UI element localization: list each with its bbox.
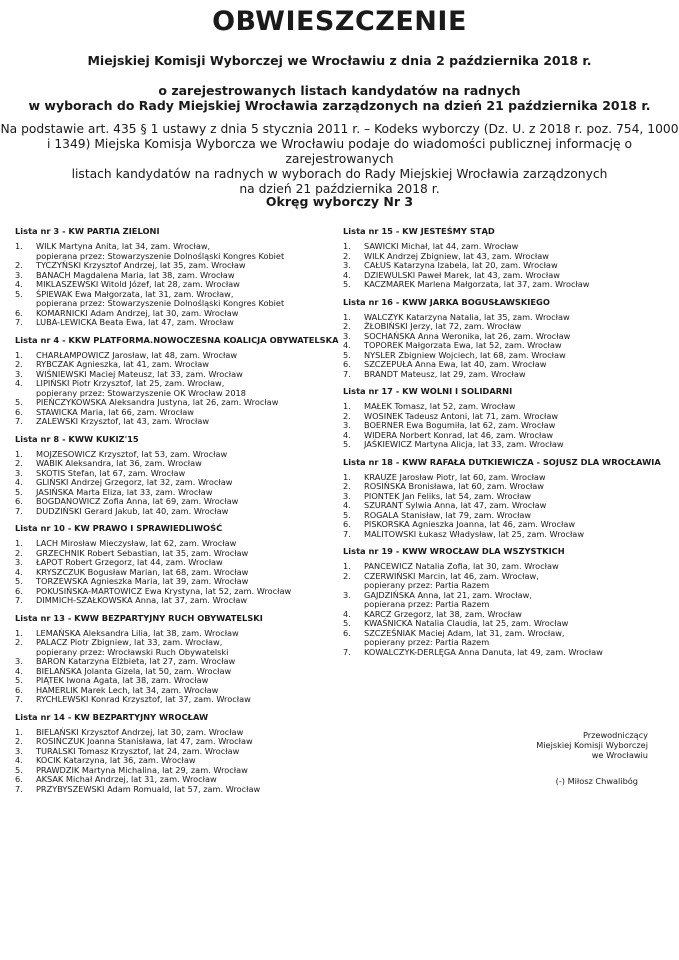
preamble [0,122,679,197]
candidate-name: TORZEWSKA Agnieszka Maria, lat 39, zam. Wrocław [36,576,249,586]
candidate-number: 6. [15,307,23,318]
candidate-entry [36,596,337,606]
candidate-name: DZIEWULSKI Paweł Marek, lat 43, zam. Wrocław [364,269,560,280]
notice-subject-line: o zarejestrowanych listach kandydatów na radnych [158,83,521,98]
candidate-row [15,379,337,398]
notice-subject [0,83,679,113]
candidate-name: PIĄTEK Iwona Agata, lat 38, zam. Wrocław [36,675,209,685]
candidate-name: SZCZEPUŁA Anna Ewa, lat 40, zam. Wrocław [364,359,547,369]
candidate-number: 4. [343,269,351,280]
candidate-name: KOMARNICKI Adam Andrzej, lat 30, zam. Wrocław [36,307,239,318]
candidate-number: 2. [15,458,23,468]
candidate-name: STAWICKA Maria, lat 66, zam. Wrocław [36,406,195,417]
candidate-number: 5. [15,288,23,299]
candidate-name: KOWALCZYK-DERLĘGA Anna Danuta, lat 49, zam. Wrocław [364,646,603,657]
candidate-entry [36,507,337,517]
candidate-name: GAJDZIŃSKA Anna, lat 21, zam. Wrocław, [364,589,532,600]
candidate-name: ROSIŃSKA Bronisława, lat 60, zam. Wrocław [364,481,544,491]
preamble-line: Na podstawie art. 435 § 1 ustawy z dnia 5 stycznia 2011 r. – Kodeks wyborczy (Dz. U. z 2018 r. poz. 754, 1000 [0,122,679,136]
candidate-name: PIEŃCZYKOWSKA Aleksandra Justyna, lat 26, zam. Wrocław [36,397,279,407]
candidate-name: SAWICKI Michał, lat 44, zam. Wrocław [364,241,519,251]
candidate-row [343,648,673,658]
candidate-entry [36,638,337,657]
candidate-name: PISKORSKA Agnieszka Joanna, lat 46, zam. Wrocław [364,519,576,529]
candidate-number: 2. [15,260,23,270]
candidate-name: DUDZIŃSKI Gerard Jakub, lat 40, zam. Wrocław [36,505,229,516]
candidate-support: popierana przez: Partia Razem [364,599,490,609]
candidate-number: 1. [343,471,351,482]
candidate-entry [36,290,337,309]
candidate-name: WILK Martyna Anita, lat 34, zam. Wrocław, [36,241,211,251]
candidate-name: BIELAŃSKI Krzysztof Andrzej, lat 30, zam. Wrocław [36,726,244,737]
candidate-name: KOCIK Katarzyna, lat 36, zam. Wrocław [36,755,196,765]
candidate-number: 4. [343,429,351,440]
candidate-entry [364,648,673,658]
candidate-name: BRANDT Mateusz, lat 29, zam. Wrocław [364,368,526,379]
list-title: Lista nr 16 - KWW JARKA BOGUSŁAWSKIEGO [343,296,550,307]
candidate-number: 3. [15,656,23,666]
candidate-entry [36,785,337,795]
candidate-name: CAŁUS Katarzyna Izabela, lat 20, zam. Wrocław [364,260,558,270]
candidate-number: 6. [15,496,23,506]
candidate-list [343,226,673,290]
candidate-row [343,440,673,450]
candidate-number: 4. [15,279,23,289]
candidate-list [343,386,673,450]
candidate-list [343,546,673,657]
candidate-entry [36,242,337,261]
candidate-name: ROSIŃCZUK Joanna Stanisława, lat 47, zam. Wrocław [36,736,253,746]
candidate-number: 1. [15,627,23,638]
candidate-number: 7. [343,528,351,539]
list-title: Lista nr 13 - KWW BEZPARTYJNY RUCH OBYWATELSKI [15,612,263,623]
candidate-name: ZALEWSKI Krzysztof, lat 43, zam. Wrocław [36,416,210,426]
preamble-line: i 1349) Miejska Komisja Wyborcza we Wrocławiu podaje do wiadomości publicznej informację o zarejestrowanych [47,137,632,166]
candidate-name: KRYSZCZUK Bogusław Marian, lat 68, zam. Wrocław [36,566,249,577]
candidate-name: CHARŁAMPOWICZ Jarosław, lat 48, zam. Wrocław [36,349,238,360]
candidate-number: 5. [343,509,351,520]
page-subtitle: Miejskiej Komisji Wyborczej we Wrocławiu z dnia 2 października 2018 r. [87,53,592,68]
candidate-number: 1. [15,538,23,548]
candidate-row [343,370,673,380]
candidate-name: BOERNER Ewa Bogumiła, lat 62, zam. Wrocław [364,420,556,430]
candidate-name: DIMMICH-SZAŁKOWSKA Anna, lat 37, zam. Wrocław [36,595,248,605]
candidate-number: 2. [343,321,351,331]
candidate-name: WILK Andrzej Zbigniew, lat 43, zam. Wrocław [364,250,549,261]
candidate-name: LUBA-LEWICKA Beata Ewa, lat 47, zam. Wrocław [36,317,234,327]
candidate-number: 4. [15,477,23,487]
candidate-number: 3. [15,467,23,478]
candidate-number: 1. [343,561,351,571]
candidate-name: PRAWDZIK Martyna Michalina, lat 29, zam. Wrocław [36,764,248,775]
candidate-entry [364,629,673,648]
list-title: Lista nr 15 - KW JESTEŚMY STĄD [343,226,495,236]
candidate-number: 6. [15,406,23,417]
candidate-name: BARON Katarzyna Elżbieta, lat 27, zam. Wrocław [36,656,236,666]
candidate-name: PANCEWICZ Natalia Zofia, lat 30, zam. Wrocław [364,561,559,571]
candidate-support: popierany przez: Partia Razem [364,637,490,647]
candidate-name: POKUSIŃSKA-MARTOWICZ Ewa Krystyna, lat 52, zam. Wrocław [36,585,292,596]
page-title: OBWIESZCZENIE [212,6,467,37]
candidate-number: 1. [15,241,23,251]
candidate-number: 4. [343,608,351,619]
candidate-name: AKSAK Michał Andrzej, lat 31, zam. Wrocław [36,774,217,784]
candidate-entry [36,417,337,427]
candidate-number: 2. [343,570,351,581]
candidate-name: HAMERLIK Marek Lech, lat 34, zam. Wrocław [36,684,219,695]
candidate-name: GRZECHNIK Robert Sebastian, lat 35, zam. Wrocław [36,547,249,558]
candidate-name: SKOTIS Stefan, lat 67, zam. Wrocław [36,467,186,478]
candidate-name: LACH Mirosław Mieczysław, lat 62, zam. Wrocław [36,538,237,548]
candidate-entry [364,572,673,591]
candidate-number: 4. [15,566,23,577]
candidate-number: 5. [15,486,23,497]
candidate-number: 2. [343,250,351,261]
candidate-number: 5. [343,439,351,449]
notice-subject-line: w wyborach do Rady Miejskiej Wrocławia zarządzonych na dzień 21 października 2018 r. [28,98,651,113]
candidate-number: 3. [15,269,23,280]
candidate-list [15,226,337,328]
candidate-support: popierany przez: Wrocławski Ruch Obywatelski [36,646,229,657]
candidate-number: 5. [15,675,23,685]
candidate-number: 7. [15,595,23,605]
list-title: Lista nr 3 - KW PARTIA ZIELONI [15,226,160,236]
candidate-name: PIONTEK Jan Feliks, lat 54, zam. Wrocław [364,490,532,501]
candidate-list [15,613,337,705]
candidate-list [15,335,337,427]
candidate-list [15,434,337,517]
list-title: Lista nr 18 - KWW RAFAŁA DUTKIEWICZA - SOJUSZ DLA WROCŁAWIA [343,456,661,467]
candidate-name: ŁAPOT Robert Grzegorz, lat 44, zam. Wrocław [36,557,223,567]
candidate-number: 5. [343,279,351,289]
candidate-number: 7. [343,368,351,379]
candidate-entry [364,440,673,450]
candidate-name: KARCZ Grzegorz, lat 38, zam. Wrocław [364,608,522,619]
candidate-row [15,318,337,328]
candidate-row [15,507,337,517]
list-title: Lista nr 19 - KWW WROCŁAW DLA WSZYSTKICH [343,546,565,556]
candidate-row [15,290,337,309]
candidate-number: 6. [343,627,351,638]
candidate-number: 4. [15,378,23,388]
candidate-name: GLIŃSKI Andrzej Grzegorz, lat 32, zam. Wrocław [36,477,233,487]
list-title: Lista nr 17 - KW WOLNI I SOLIDARNI [343,386,513,396]
candidate-number: 2. [15,637,23,647]
candidate-number: 1. [343,401,351,411]
candidate-name: KACZMAREK Marlena Małgorzata, lat 37, zam. Wrocław [364,279,590,289]
candidate-number: 6. [15,774,23,784]
candidate-name: RYBCZAK Agnieszka, lat 41, zam. Wrocław [36,359,209,369]
candidate-entry [364,370,673,380]
candidate-number: 3. [15,557,23,567]
signature-line: Przewodniczący [582,730,648,740]
candidate-entry [36,318,337,328]
candidate-row [343,530,673,540]
candidate-entry [36,379,337,398]
candidate-number: 7. [15,783,23,794]
candidate-row [15,695,337,705]
candidate-number: 7. [343,646,351,657]
candidate-name: WABIK Aleksandra, lat 36, zam. Wrocław [36,458,202,468]
candidate-number: 5. [343,349,351,360]
candidate-support: popierany przez: Stowarzyszenie OK Wrocław 2018 [36,387,246,398]
candidate-number: 2. [343,481,351,491]
candidate-list [343,297,673,380]
candidate-name: WOSINEK Tadeusz Antoni, lat 71, zam. Wrocław [364,410,559,421]
candidate-number: 3. [343,330,351,341]
district-heading: Okręg wyborczy Nr 3 [265,194,414,209]
list-title: Lista nr 8 - KWW KUKIZ'15 [15,433,139,444]
signer-name: (-) Miłosz Chwalibóg [555,776,638,786]
list-title: Lista nr 4 - KKW PLATFORMA.NOWOCZESNA KOALICJA OBYWATELSKA [15,334,339,345]
candidate-number: 2. [15,736,23,746]
candidate-name: SOCHAŃSKA Anna Weronika, lat 26, zam. Wrocław [364,330,571,341]
candidate-number: 7. [15,416,23,426]
candidate-number: 7. [15,694,23,704]
candidate-list [15,712,337,795]
candidate-number: 3. [343,490,351,501]
candidate-name: JAŚKIEWICZ Martyna Alicja, lat 33, zam. Wrocław [364,439,564,449]
candidate-name: PRZYBYSZEWSKI Adam Romuald, lat 57, zam. Wrocław [36,783,261,794]
candidate-name: BIELAŃSKA Jolanta Gizela, lat 50, zam. Wrocław [36,665,232,676]
candidate-number: 5. [15,397,23,407]
signature-line: we Wrocławiu [591,750,648,760]
candidate-number: 7. [15,505,23,516]
list-title: Lista nr 14 - KW BEZPARTYJNY WROCŁAW [15,711,209,722]
candidate-entry [364,530,673,540]
candidate-name: ŚPIEWAK Ewa Małgorzata, lat 31, zam. Wrocław, [36,288,234,299]
candidate-number: 1. [343,311,351,322]
candidate-number: 4. [15,665,23,676]
candidate-number: 3. [15,368,23,379]
candidate-name: LIPIŃSKI Piotr Krzysztof, lat 25, zam. Wrocław, [36,378,225,388]
candidate-name: WALCZYK Katarzyna Natalia, lat 35, zam. Wrocław [364,311,570,322]
left-column [15,226,337,801]
candidate-name: TURALSKI Tomasz Krzysztof, lat 24, zam. Wrocław [36,745,240,756]
candidate-name: KRAUZE Jarosław Piotr, lat 60, zam. Wrocław [364,471,546,482]
candidate-name: BANACH Magdalena Maria, lat 38, zam. Wrocław [36,269,235,280]
candidate-number: 3. [343,589,351,600]
candidate-number: 2. [15,359,23,369]
candidate-name: SZURANT Sylwia Anna, lat 47, zam. Wrocław [364,500,547,510]
candidate-list [343,457,673,540]
candidate-name: MOJZESOWICZ Krzysztof, lat 53, zam. Wrocław [36,448,228,459]
candidate-name: ŻŁOBIŃSKI Jerzy, lat 72, zam. Wrocław [364,321,522,331]
candidate-number: 3. [343,260,351,270]
candidate-name: JASIŃSKA Marta Eliza, lat 33, zam. Wrocław [36,486,213,497]
candidate-row [15,785,337,795]
candidate-row [15,638,337,657]
candidate-number: 6. [343,359,351,369]
candidate-name: LEMAŃSKA Aleksandra Lilia, lat 38, zam. Wrocław [36,627,239,638]
candidate-name: PALACZ Piotr Zbigniew, lat 33, zam. Wrocław, [36,637,223,647]
candidate-number: 4. [343,340,351,350]
signature-line: Miejskiej Komisji Wyborczej [536,740,648,750]
candidate-number: 6. [15,684,23,695]
candidate-name: RYCHLEWSKI Konrad Krzysztof, lat 37, zam. Wrocław [36,694,251,704]
candidate-number: 1. [15,349,23,360]
candidate-name: MAŁEK Tomasz, lat 52, zam. Wrocław [364,401,516,411]
candidate-number: 7. [15,317,23,327]
candidate-name: NYSLER Zbigniew Wojciech, lat 68, zam. Wrocław [364,349,566,360]
candidate-number: 5. [15,576,23,586]
candidate-entry [364,591,673,610]
candidate-number: 1. [15,726,23,737]
candidate-row [343,591,673,610]
signature-block [536,730,648,786]
candidate-row [15,242,337,261]
candidate-name: SZCZEŚNIAK Maciej Adam, lat 31, zam. Wrocław, [364,627,565,638]
candidate-number: 4. [15,755,23,765]
candidate-name: TOPOREK Małgorzata Ewa, lat 52, zam. Wrocław [364,340,562,350]
candidate-list [15,523,337,606]
list-title: Lista nr 10 - KW PRAWO I SPRAWIEDLIWOŚĆ [15,523,223,533]
candidate-name: MALITOWSKI Łukasz Władysław, lat 25, zam. Wrocław [364,528,585,539]
candidate-support: popierana przez: Stowarzyszenie Dolnośląski Kongres Kobiet [36,250,285,261]
preamble-line: listach kandydatów na radnych w wyborach do Rady Miejskiej Wrocławia zarządzonych [71,167,608,181]
candidate-entry [364,280,673,290]
candidate-number: 6. [343,519,351,529]
candidate-name: WIDERA Norbert Konrad, lat 46, zam. Wrocław [364,429,554,440]
candidate-entry [36,695,337,705]
candidate-row [15,417,337,427]
candidate-number: 2. [15,547,23,558]
candidate-number: 5. [15,764,23,775]
candidate-name: MIKLASZEWSKI Witold Józef, lat 28, zam. Wrocław [36,279,240,289]
candidate-name: KWAŚNICKA Natalia Claudia, lat 25, zam. Wrocław [364,618,569,628]
candidate-number: 4. [343,500,351,510]
candidate-name: BOGDANOWICZ Zofia Anna, lat 69, zam. Wrocław [36,496,239,506]
candidate-support: popierany przez: Partia Razem [364,580,490,590]
candidate-number: 5. [343,618,351,628]
candidate-name: TYCZYŃSKI Krzysztof Andrzej, lat 35, zam. Wrocław [36,260,246,270]
candidate-number: 1. [343,241,351,251]
candidate-number: 2. [343,410,351,421]
candidate-number: 1. [15,448,23,459]
candidate-row [343,280,673,290]
candidate-support: popierana przez: Stowarzyszenie Dolnośląski Kongres Kobiet [36,298,285,308]
preamble-line: na dzień 21 października 2018 r. [239,182,440,196]
candidate-row [15,596,337,606]
candidate-row [343,572,673,591]
right-column [343,226,673,664]
candidate-name: ROGALA Stanisław, lat 79, zam. Wrocław [364,509,532,520]
candidate-row [343,629,673,648]
candidate-number: 3. [343,420,351,430]
candidate-number: 3. [15,745,23,756]
candidate-number: 6. [15,585,23,596]
candidate-name: WIŚNIEWSKI Maciej Mateusz, lat 33, zam. Wrocław [36,368,243,379]
candidate-name: CZERWIŃSKI Marcin, lat 46, zam. Wrocław, [364,570,539,581]
